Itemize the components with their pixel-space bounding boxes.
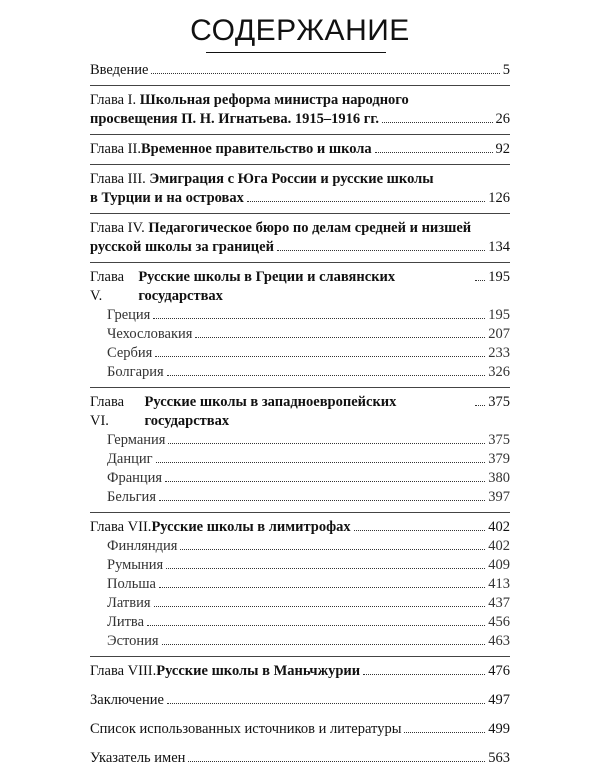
toc-subentry[interactable] <box>90 469 510 488</box>
dot-leader <box>167 703 485 704</box>
toc-subentry[interactable] <box>90 575 510 594</box>
dot-leader <box>159 500 485 501</box>
subentry-label: Чехословакия <box>107 326 193 342</box>
page-number: 563 <box>488 750 510 766</box>
toc-entry-conclusion[interactable] <box>90 691 510 710</box>
dot-leader <box>180 549 485 550</box>
entry-label: Указатель имен <box>90 750 186 766</box>
page-number: 326 <box>488 364 510 380</box>
subentry-label: Латвия <box>107 595 151 611</box>
dot-leader <box>404 732 485 733</box>
page-number: 92 <box>495 141 510 157</box>
toc-chapter-3[interactable] <box>90 170 510 208</box>
chapter-title: Русские школы в Греции и славянских государствах <box>138 269 396 304</box>
separator <box>90 164 510 165</box>
chapter-title: Эмиграция с Юга России и русские школы <box>149 171 434 187</box>
page-number: 195 <box>488 269 510 285</box>
separator <box>90 134 510 135</box>
toc-subentry[interactable] <box>90 431 510 450</box>
chapter-heading <box>90 268 510 306</box>
chapter-prefix: Глава II. <box>90 141 141 157</box>
page-title: СОДЕРЖАНИЕ <box>190 14 410 47</box>
chapter-title: Русские школы в Маньчжурии <box>156 663 361 679</box>
toc-chapter-4[interactable] <box>90 219 510 257</box>
dot-leader <box>162 644 486 645</box>
dot-leader <box>156 462 486 463</box>
page-number: 463 <box>488 633 510 649</box>
chapter-title-continued: просвещения П. Н. Игнатьева. 1915–1916 гг. <box>90 111 379 127</box>
title-underline <box>206 52 386 53</box>
chapter-heading <box>90 393 510 431</box>
dot-leader <box>475 405 485 406</box>
separator <box>90 213 510 214</box>
subentry-label: Франция <box>107 470 163 486</box>
toc-entry-introduction[interactable] <box>90 61 510 80</box>
subentry-label: Германия <box>107 432 166 448</box>
subentry-label: Эстония <box>107 633 159 649</box>
page-number: 402 <box>488 538 510 554</box>
page-number: 437 <box>488 595 510 611</box>
dot-leader <box>382 122 493 123</box>
chapter-prefix: Глава VII. <box>90 519 152 535</box>
separator <box>90 512 510 513</box>
chapter-title-line-2 <box>90 189 510 208</box>
page-number: 499 <box>488 721 510 737</box>
separator <box>90 387 510 388</box>
dot-leader <box>188 761 485 762</box>
page-number: 497 <box>488 692 510 708</box>
page-number: 413 <box>488 576 510 592</box>
entry-label: Введение <box>90 62 149 78</box>
chapter-title-line-1 <box>90 91 510 110</box>
page-number: 375 <box>488 394 510 410</box>
toc-chapter-5[interactable] <box>90 268 510 382</box>
page-number: 26 <box>495 111 510 127</box>
entry-label: Список использованных источников и литературы <box>90 721 402 737</box>
chapter-title-continued: в Турции и на островах <box>90 190 244 206</box>
chapter-title: Временное правительство и школа <box>140 141 372 157</box>
toc-chapter-1[interactable] <box>90 91 510 129</box>
chapter-title-line-1 <box>90 219 510 238</box>
toc-chapter-6[interactable] <box>90 393 510 507</box>
page-number: 397 <box>488 489 510 505</box>
page-number: 456 <box>488 614 510 630</box>
page-number: 5 <box>502 62 510 78</box>
toc-subentry[interactable] <box>90 537 510 556</box>
chapter-title: Школьная реформа министра народного <box>139 92 409 108</box>
page-number: 375 <box>488 432 510 448</box>
table-of-contents <box>90 58 510 768</box>
chapter-title-line-1 <box>90 170 510 189</box>
page-number: 476 <box>488 663 510 679</box>
chapter-title-continued: русской школы за границей <box>90 239 274 255</box>
page-number: 233 <box>488 345 510 361</box>
subentry-label: Данциг <box>107 451 153 467</box>
chapter-title: Русские школы в западноевропейских государствах <box>144 394 397 429</box>
chapter-prefix: Глава VIII. <box>90 663 157 679</box>
dot-leader <box>195 337 485 338</box>
chapter-prefix: Глава IV. <box>90 220 149 236</box>
toc-entry-name-index[interactable] <box>90 749 510 768</box>
page-number: 379 <box>488 451 510 467</box>
dot-leader <box>354 530 486 531</box>
chapter-title-line-2 <box>90 238 510 257</box>
dot-leader <box>363 674 485 675</box>
toc-subentry[interactable] <box>90 556 510 575</box>
page-number: 207 <box>488 326 510 342</box>
toc-subentry[interactable] <box>90 344 510 363</box>
dot-leader <box>168 443 485 444</box>
dot-leader <box>167 375 486 376</box>
chapter-title: Русские школы в лимитрофах <box>151 519 351 535</box>
separator <box>90 656 510 657</box>
page-number: 402 <box>488 519 510 535</box>
chapter-heading <box>90 518 510 537</box>
separator <box>90 85 510 86</box>
toc-subentry[interactable] <box>90 488 510 507</box>
toc-subentry[interactable] <box>90 613 510 632</box>
subentry-label: Сербия <box>107 345 153 361</box>
page-number: 126 <box>488 190 510 206</box>
dot-leader <box>159 587 485 588</box>
subentry-label: Финляндия <box>107 538 178 554</box>
dot-leader <box>165 481 485 482</box>
toc-subentry[interactable] <box>90 306 510 325</box>
toc-chapter-2[interactable] <box>90 140 510 159</box>
chapter-prefix: Глава VI. <box>90 394 125 429</box>
dot-leader <box>154 606 486 607</box>
separator <box>90 262 510 263</box>
subentry-label: Бельгия <box>107 489 156 505</box>
page-number: 195 <box>488 307 510 323</box>
chapter-title-line-2 <box>90 110 510 129</box>
dot-leader <box>475 280 485 281</box>
toc-subentry[interactable] <box>90 594 510 613</box>
chapter-title: Педагогическое бюро по делам средней и низшей <box>148 220 472 236</box>
dot-leader <box>247 201 485 202</box>
subentry-label: Румыния <box>107 557 164 573</box>
chapter-prefix: Глава I. <box>90 92 140 108</box>
chapter-prefix: Глава V. <box>90 269 125 304</box>
chapter-prefix: Глава III. <box>90 171 150 187</box>
dot-leader <box>147 625 485 626</box>
toc-subentry[interactable] <box>90 632 510 651</box>
subentry-label: Польша <box>107 576 156 592</box>
dot-leader <box>155 356 485 357</box>
toc-entry-sources[interactable] <box>90 720 510 739</box>
dot-leader <box>166 568 485 569</box>
subentry-label: Литва <box>107 614 145 630</box>
subentry-label: Греция <box>107 307 151 323</box>
dot-leader <box>277 250 485 251</box>
entry-label: Заключение <box>90 692 164 708</box>
subentry-label: Болгария <box>107 364 164 380</box>
page-number: 380 <box>488 470 510 486</box>
toc-subentry[interactable] <box>90 450 510 469</box>
page-number: 134 <box>488 239 510 255</box>
page-number: 409 <box>488 557 510 573</box>
toc-subentry[interactable] <box>90 363 510 382</box>
toc-chapter-8[interactable] <box>90 662 510 681</box>
dot-leader <box>151 73 499 74</box>
dot-leader <box>375 152 493 153</box>
dot-leader <box>153 318 485 319</box>
toc-subentry[interactable] <box>90 325 510 344</box>
toc-chapter-7[interactable] <box>90 518 510 651</box>
